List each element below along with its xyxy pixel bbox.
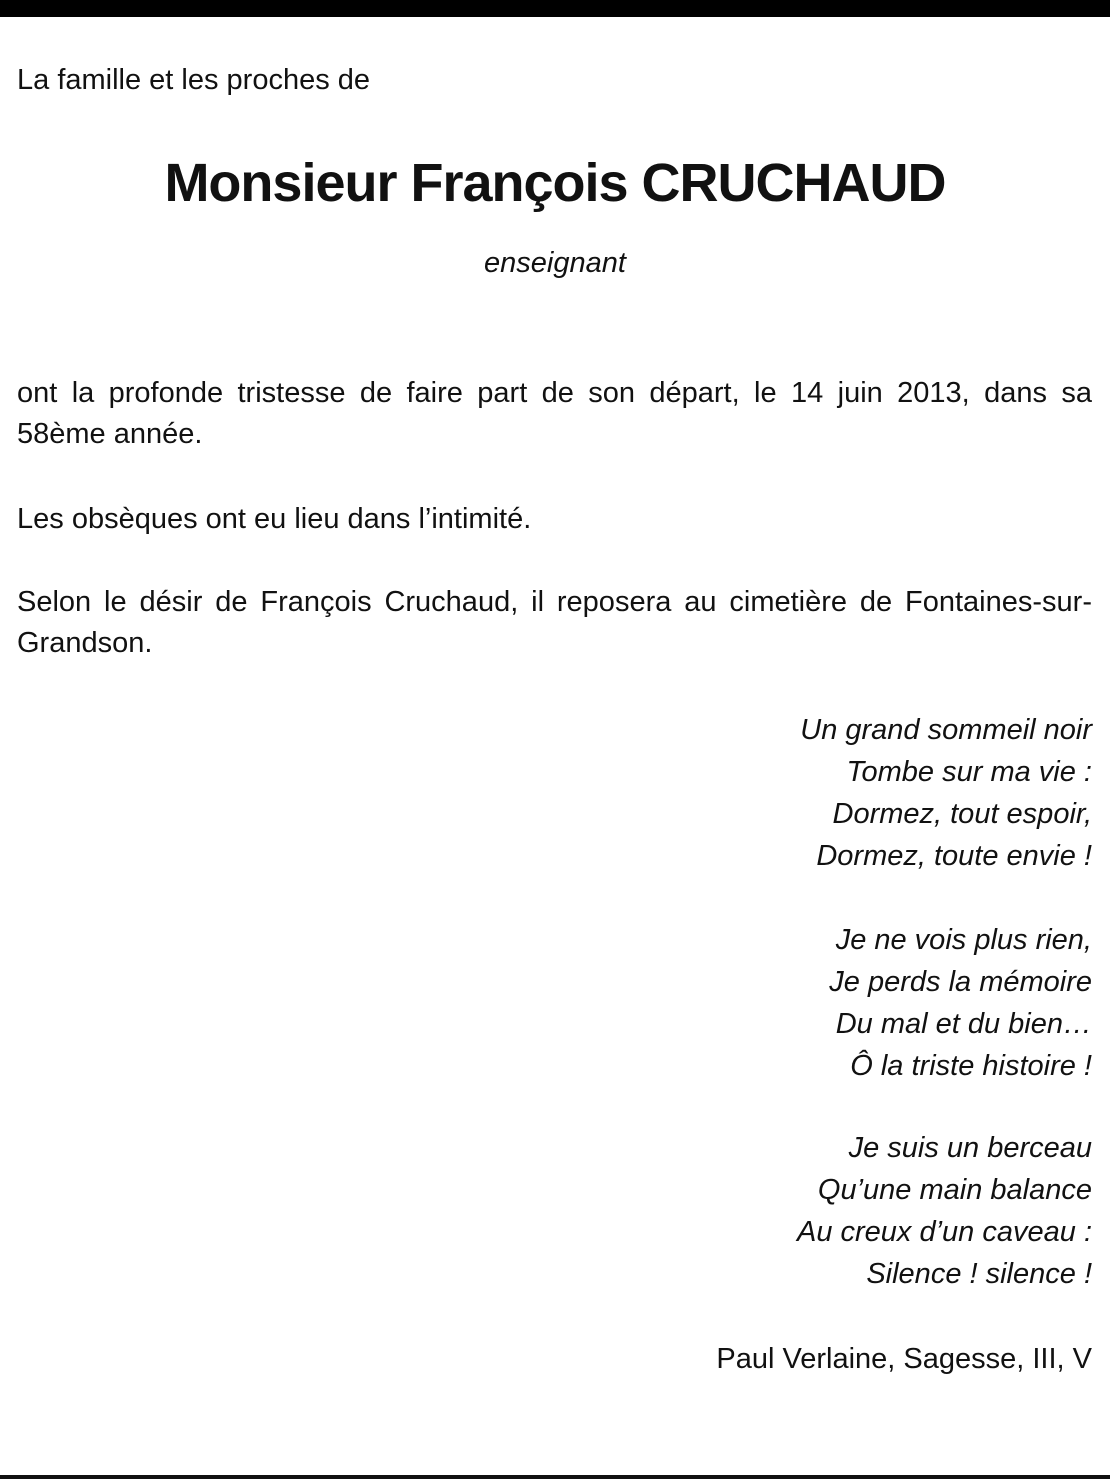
poem-line: Je ne vois plus rien,	[835, 924, 1092, 956]
deceased-name: Monsieur François CRUCHAUD	[164, 153, 946, 213]
poem-line: Silence ! silence !	[866, 1258, 1092, 1290]
poem-stanza-2	[829, 919, 1092, 1087]
burial-paragraph: Selon le désir de François Cruchaud, il reposera au cimetière de Fontaines-sur-Grandson.	[17, 586, 1092, 659]
poem-line: Dormez, toute envie !	[816, 840, 1092, 872]
poem-line: Au creux d’un caveau :	[796, 1216, 1092, 1248]
poem-stanza-3	[797, 1127, 1092, 1295]
poem-line: Tombe sur ma vie :	[846, 756, 1092, 788]
poem-line: Un grand sommeil noir	[800, 714, 1092, 746]
profession: enseignant	[484, 247, 626, 279]
bottom-border-line	[0, 1475, 1110, 1479]
poem-line: Ô la triste histoire !	[850, 1050, 1092, 1082]
poem-line: Je suis un berceau	[848, 1132, 1092, 1164]
poem-line: Je perds la mémoire	[829, 966, 1092, 998]
top-border-bar	[0, 0, 1110, 17]
announcement-paragraph: ont la profonde tristesse de faire part de son départ, le 14 juin 2013, dans sa 58ème année.	[17, 377, 1092, 450]
intro-text: La famille et les proches de	[17, 64, 371, 96]
funeral-paragraph: Les obsèques ont eu lieu dans l’intimité.	[17, 503, 532, 535]
poem-line: Qu’une main balance	[817, 1174, 1092, 1206]
poem-line: Du mal et du bien…	[835, 1008, 1092, 1040]
poem-attribution: Paul Verlaine, Sagesse, III, V	[716, 1343, 1092, 1375]
poem-stanza-1	[800, 709, 1092, 877]
poem-line: Dormez, tout espoir,	[832, 798, 1092, 830]
